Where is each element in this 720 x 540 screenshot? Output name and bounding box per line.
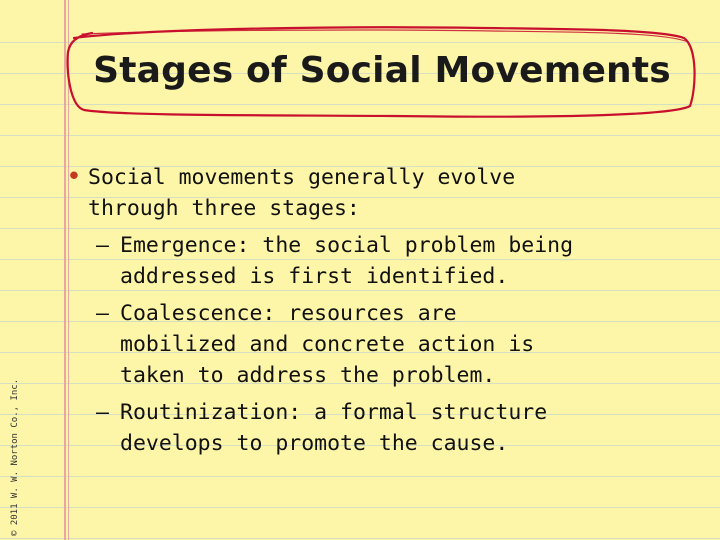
bullet-icon: •	[66, 162, 82, 192]
sub-item-text: Routinization: a formal structure develops to promote the cause.	[120, 400, 548, 456]
bullet-item	[60, 162, 696, 224]
sub-item-coalescence	[96, 298, 696, 391]
dash-icon: –	[96, 301, 109, 326]
sub-item-routinization	[96, 397, 696, 459]
page-title: Stages of Social Movements	[93, 50, 671, 91]
copyright-notice: © 2011 W. W. Norton Co., Inc.	[10, 378, 20, 536]
dash-icon: –	[96, 233, 109, 258]
title-area	[62, 20, 702, 120]
content-area	[56, 162, 696, 459]
dash-icon: –	[96, 400, 109, 425]
bullet-text: Social movements generally evolve through three stages:	[88, 165, 516, 221]
sub-item-text: Coalescence: resources are mobilized and concrete action is taken to address the problem.	[120, 301, 535, 388]
sub-item-emergence	[96, 230, 696, 292]
sub-item-text: Emergence: the social problem being addressed is first identified.	[120, 233, 574, 289]
